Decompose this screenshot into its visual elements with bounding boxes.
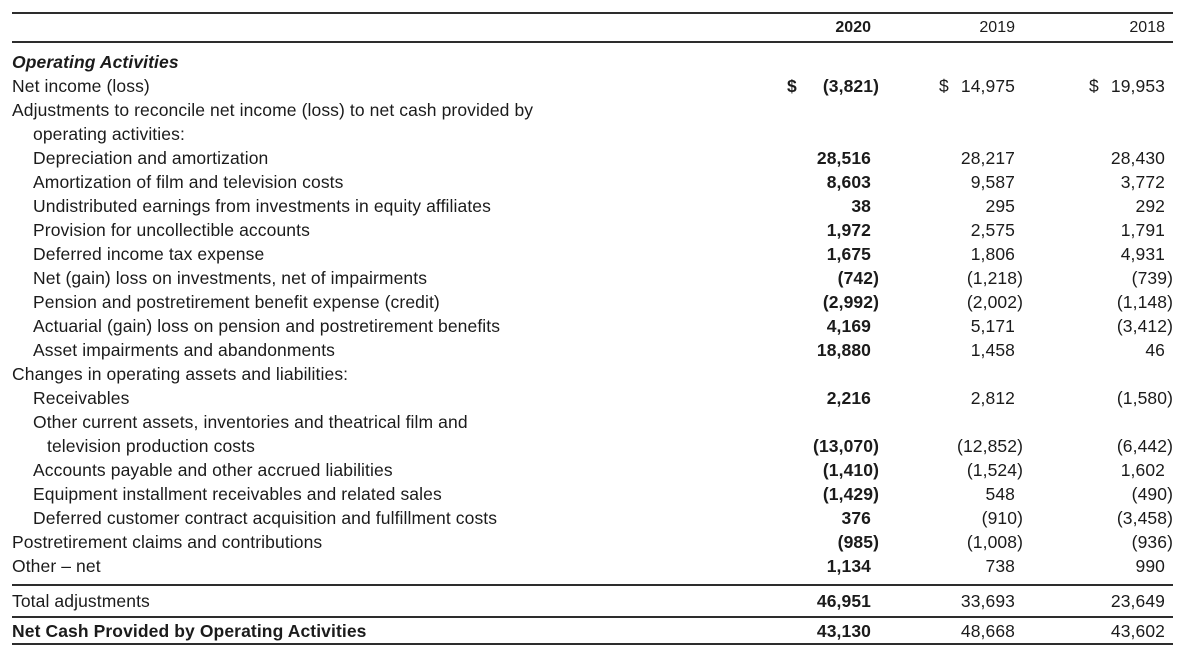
table-row	[12, 170, 1173, 194]
amount-value: (1,524)	[966, 460, 1023, 480]
row-label: Adjustments to reconcile net income (loss) to net cash provided by	[12, 100, 534, 120]
amount-value: (1,410)	[822, 460, 879, 480]
value-cell-2020	[767, 482, 879, 506]
row-label: Pension and postretirement benefit expense (credit)	[33, 292, 440, 312]
row-label: Provision for uncollectible accounts	[33, 220, 310, 240]
value-cell-2019	[879, 386, 1023, 410]
value-cell-2018	[1023, 619, 1173, 643]
row-label: Deferred income tax expense	[33, 244, 265, 264]
amount-value: 33,693	[960, 591, 1015, 611]
table-row	[12, 530, 1173, 554]
value-cell-2020	[767, 218, 879, 242]
row-label: Accounts payable and other accrued liabilities	[33, 460, 393, 480]
column-header-2019: 2019	[979, 18, 1015, 36]
value-cell-2020	[767, 434, 879, 458]
value-cell-2019	[879, 266, 1023, 290]
amount-value: 23,649	[1110, 591, 1165, 611]
value-cell-2019	[879, 290, 1023, 314]
value-cell-2020	[767, 338, 879, 362]
amount-value: (12,852)	[957, 436, 1023, 456]
amount-value: 292	[1135, 196, 1165, 216]
value-cell-2020	[767, 619, 879, 643]
value-cell-2020	[767, 554, 879, 578]
value-cell-2020	[767, 146, 879, 170]
amount-value: 2,216	[826, 388, 871, 408]
currency-amount	[939, 74, 1023, 98]
value-cell-2018	[1023, 589, 1173, 613]
amount-value: 43,130	[816, 621, 871, 641]
table-row	[12, 146, 1173, 170]
amount-value: (742)	[837, 268, 879, 288]
amount-value: 18,880	[816, 340, 871, 360]
amount-value: 14,975	[960, 76, 1015, 96]
amount-value: (6,442)	[1116, 436, 1173, 456]
amount-value: 548	[985, 484, 1015, 504]
row-label: Postretirement claims and contributions	[12, 532, 323, 552]
amount-value: 1,458	[970, 340, 1015, 360]
value-cell-2019	[879, 619, 1023, 643]
value-cell-2019	[879, 554, 1023, 578]
value-cell-2020	[767, 458, 879, 482]
amount-value: (1,429)	[822, 484, 879, 504]
amount-value: 1,602	[1120, 460, 1165, 480]
amount-value: 1,791	[1120, 220, 1165, 240]
row-label: television production costs	[47, 436, 255, 456]
amount-value: 28,516	[816, 148, 871, 168]
value-cell-2019	[879, 194, 1023, 218]
value-cell-2020	[767, 74, 879, 98]
amount-value: (13,070)	[813, 436, 879, 456]
amount-value: 1,134	[826, 556, 871, 576]
amount-value: (490)	[1131, 484, 1173, 504]
value-cell-2018	[1023, 506, 1173, 530]
row-label: Net (gain) loss on investments, net of impairments	[33, 268, 428, 288]
table-row	[12, 314, 1173, 338]
value-cell-2018	[1023, 74, 1173, 98]
row-label: Actuarial (gain) loss on pension and postretirement benefits	[33, 316, 501, 336]
amount-value: 9,587	[970, 172, 1015, 192]
value-cell-2019	[879, 506, 1023, 530]
row-label: Net Cash Provided by Operating Activities	[12, 621, 367, 641]
row-label: Changes in operating assets and liabilities:	[12, 364, 349, 384]
amount-value: 28,217	[960, 148, 1015, 168]
amount-value: (1,580)	[1116, 388, 1173, 408]
table-row	[12, 506, 1173, 530]
dollar-sign: $	[787, 76, 797, 96]
row-label: Undistributed earnings from investments in equity affiliates	[33, 196, 491, 216]
amount-value: (1,148)	[1116, 292, 1173, 312]
table-row	[12, 386, 1173, 410]
value-cell-2020	[767, 290, 879, 314]
column-header-2020: 2020	[835, 18, 871, 36]
table-row	[12, 458, 1173, 482]
amount-value: 5,171	[970, 316, 1015, 336]
table-row	[12, 50, 1173, 74]
financial-statement-page	[0, 12, 1185, 648]
amount-value: 2,575	[970, 220, 1015, 240]
value-cell-2020	[767, 589, 879, 613]
amount-value: 990	[1135, 556, 1165, 576]
value-cell-2018	[1023, 554, 1173, 578]
amount-value: 1,806	[970, 244, 1015, 264]
currency-amount	[1089, 74, 1173, 98]
amount-value: 376	[841, 508, 871, 528]
amount-value: 46,951	[816, 591, 871, 611]
amount-value: (3,412)	[1116, 316, 1173, 336]
amount-value: 19,953	[1110, 76, 1165, 96]
amount-value: (2,992)	[822, 292, 879, 312]
value-cell-2019	[879, 314, 1023, 338]
amount-value: (936)	[1131, 532, 1173, 552]
amount-value: (910)	[981, 508, 1023, 528]
dollar-sign: $	[1089, 76, 1099, 96]
amount-value: (3,821)	[822, 76, 879, 96]
value-cell-2018	[1023, 266, 1173, 290]
amount-value: (739)	[1131, 268, 1173, 288]
row-label: Other current assets, inventories and theatrical film and	[33, 412, 468, 432]
value-cell-2019	[879, 434, 1023, 458]
table-row	[12, 362, 1173, 386]
value-cell-2018	[1023, 146, 1173, 170]
value-cell-2019	[879, 218, 1023, 242]
amount-value: 48,668	[960, 621, 1015, 641]
value-cell-2018	[1023, 194, 1173, 218]
value-cell-2020	[767, 194, 879, 218]
value-cell-2018	[1023, 170, 1173, 194]
row-label: Total adjustments	[12, 591, 150, 611]
row-label: Depreciation and amortization	[33, 148, 269, 168]
dollar-sign: $	[939, 76, 949, 96]
table-row	[12, 242, 1173, 266]
value-cell-2020	[767, 506, 879, 530]
amount-value: (985)	[837, 532, 879, 552]
table-row	[12, 266, 1173, 290]
value-cell-2020	[767, 386, 879, 410]
table-row	[12, 98, 1173, 122]
amount-value: 2,812	[970, 388, 1015, 408]
row-label: Deferred customer contract acquisition and fulfillment costs	[33, 508, 498, 528]
value-cell-2018	[1023, 338, 1173, 362]
amount-value: 46	[1145, 340, 1165, 360]
value-cell-2018	[1023, 242, 1173, 266]
value-cell-2019	[879, 530, 1023, 554]
amount-value: (1,008)	[966, 532, 1023, 552]
value-cell-2020	[767, 242, 879, 266]
amount-value: (3,458)	[1116, 508, 1173, 528]
table-row	[12, 410, 1173, 434]
table-row	[12, 194, 1173, 218]
amount-value: 1,675	[826, 244, 871, 264]
value-cell-2020	[767, 170, 879, 194]
value-cell-2018	[1023, 458, 1173, 482]
table-row	[12, 434, 1173, 458]
amount-value: (2,002)	[966, 292, 1023, 312]
value-cell-2018	[1023, 290, 1173, 314]
table-row	[12, 218, 1173, 242]
table-row	[12, 554, 1173, 578]
value-cell-2018	[1023, 482, 1173, 506]
row-label: Receivables	[33, 388, 130, 408]
amount-value: 43,602	[1110, 621, 1165, 641]
table-row	[12, 290, 1173, 314]
value-cell-2018	[1023, 314, 1173, 338]
value-cell-2019	[879, 458, 1023, 482]
value-cell-2018	[1023, 386, 1173, 410]
row-label: Net income (loss)	[12, 76, 150, 96]
table-row	[12, 482, 1173, 506]
value-cell-2019	[879, 74, 1023, 98]
row-label: Other – net	[12, 556, 101, 576]
value-cell-2018	[1023, 530, 1173, 554]
value-cell-2019	[879, 482, 1023, 506]
amount-value: 4,931	[1120, 244, 1165, 264]
year-header-row	[12, 14, 1173, 41]
table-row	[12, 584, 1173, 616]
table-row	[12, 338, 1173, 362]
amount-value: 38	[851, 196, 871, 216]
column-header-2018: 2018	[1129, 18, 1165, 36]
value-cell-2020	[767, 530, 879, 554]
statement-table-body	[12, 43, 1173, 645]
amount-value: 28,430	[1110, 148, 1165, 168]
amount-value: 8,603	[826, 172, 871, 192]
value-cell-2019	[879, 170, 1023, 194]
row-label: Asset impairments and abandonments	[33, 340, 336, 360]
amount-value: 738	[985, 556, 1015, 576]
value-cell-2018	[1023, 434, 1173, 458]
table-row	[12, 122, 1173, 146]
value-cell-2020	[767, 266, 879, 290]
value-cell-2019	[879, 146, 1023, 170]
currency-amount	[787, 74, 879, 98]
row-label: Equipment installment receivables and related sales	[33, 484, 442, 504]
table-row	[12, 74, 1173, 98]
value-cell-2020	[767, 314, 879, 338]
amount-value: 1,972	[826, 220, 871, 240]
row-label: operating activities:	[33, 124, 185, 144]
value-cell-2018	[1023, 218, 1173, 242]
amount-value: 3,772	[1120, 172, 1165, 192]
value-cell-2019	[879, 338, 1023, 362]
amount-value: 4,169	[826, 316, 871, 336]
amount-value: (1,218)	[966, 268, 1023, 288]
value-cell-2019	[879, 242, 1023, 266]
value-cell-2019	[879, 589, 1023, 613]
row-label: Operating Activities	[12, 52, 179, 72]
amount-value: 295	[985, 196, 1015, 216]
row-label: Amortization of film and television costs	[33, 172, 344, 192]
table-row	[12, 616, 1173, 645]
